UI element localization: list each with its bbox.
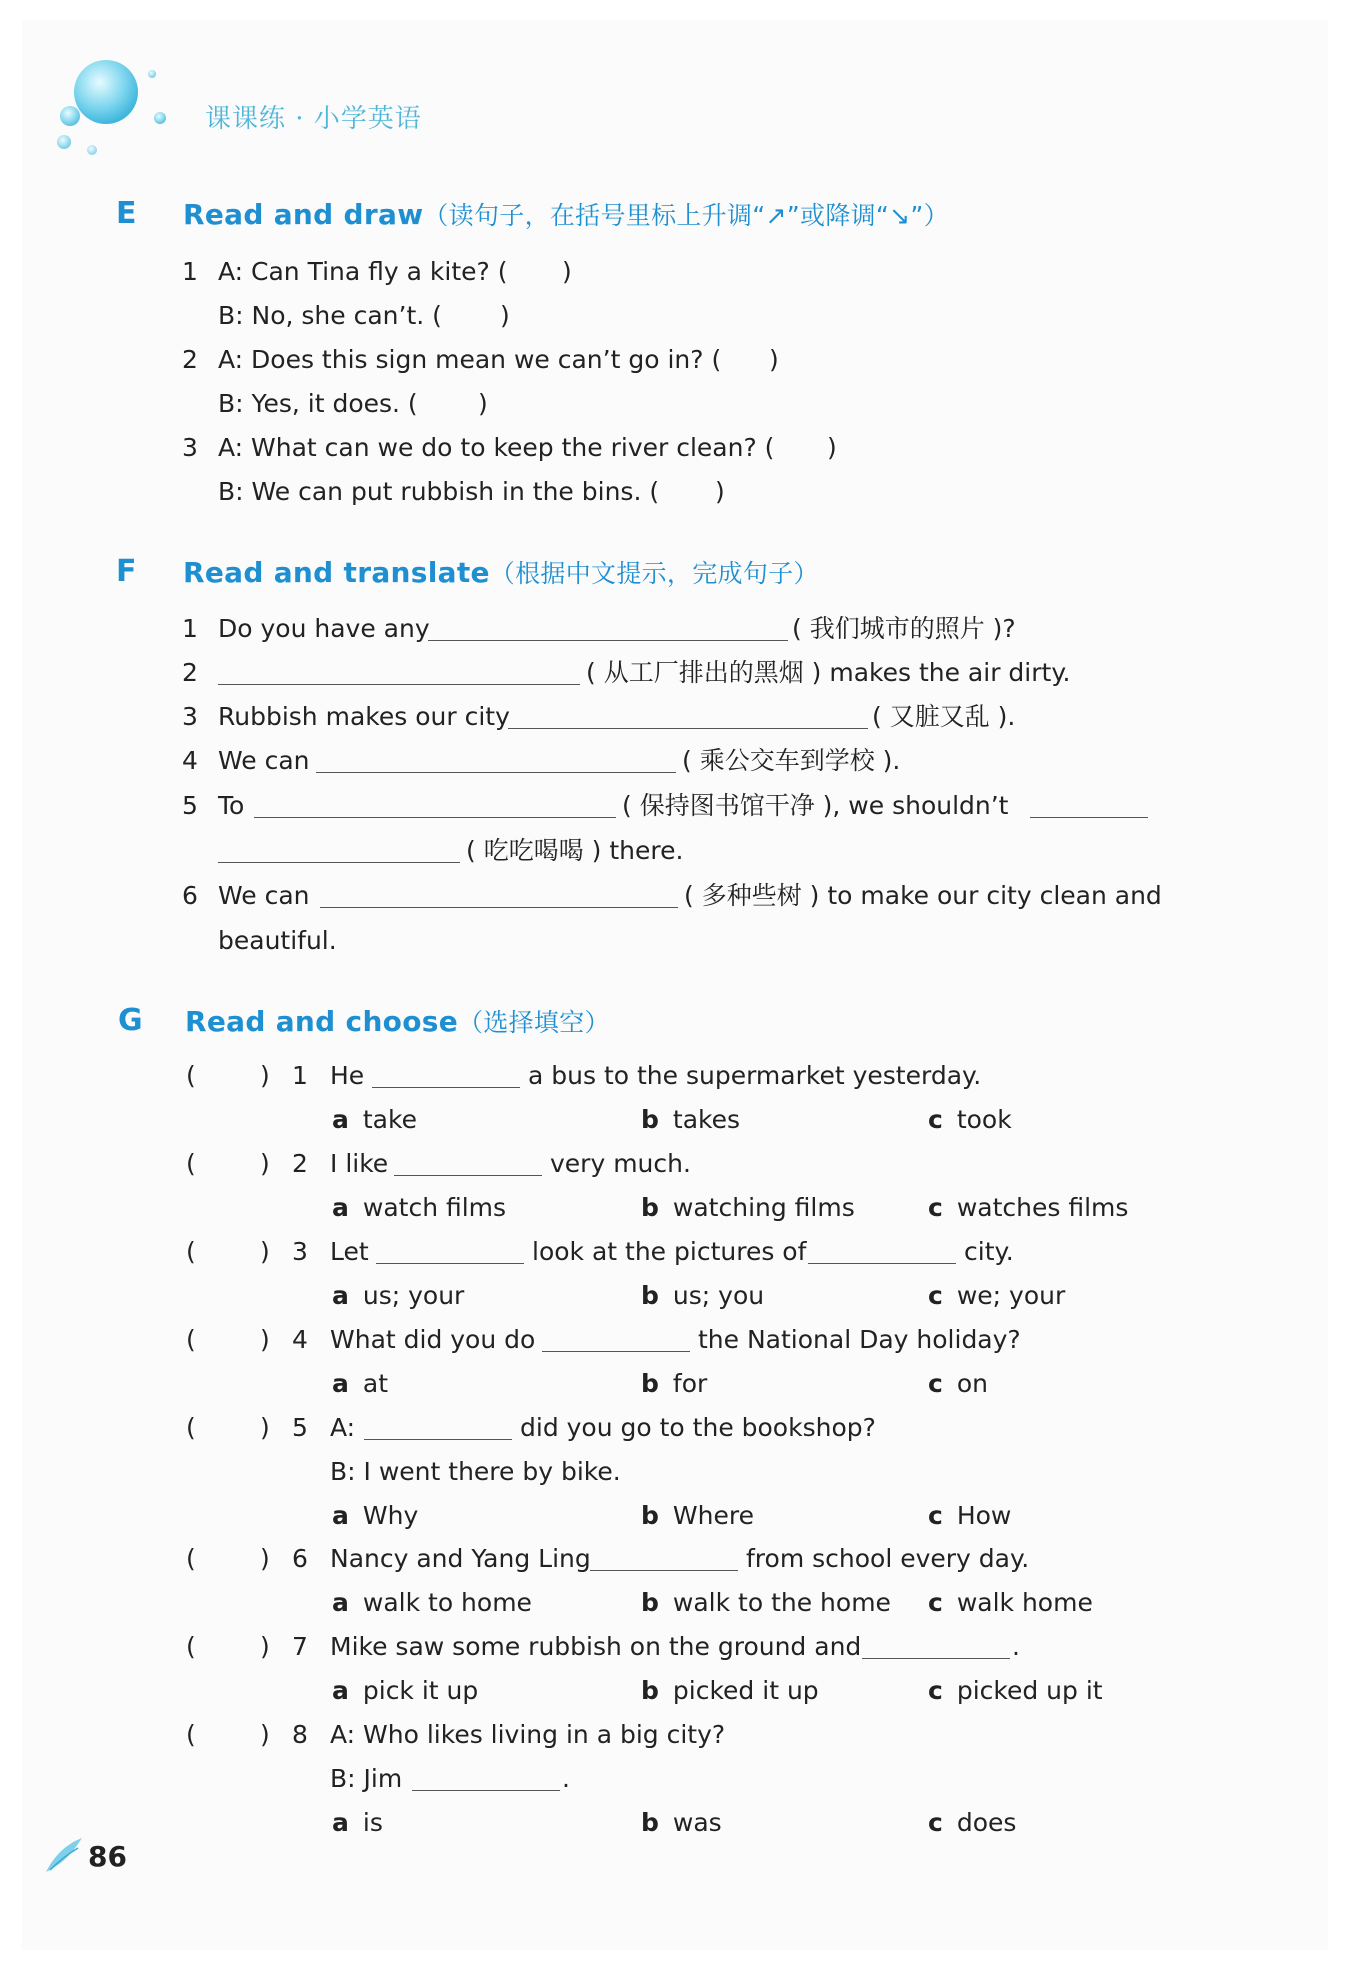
g-item-5-option-b[interactable] — [641, 1499, 754, 1533]
g-item-3-q1: Let — [330, 1237, 369, 1266]
f-item-4-hint: ( 乘公交车到学校 ). — [682, 746, 901, 775]
option-text: walk to the home — [672, 1588, 891, 1617]
g-item-3-paren-close: ) — [260, 1237, 270, 1266]
option-text: we; your — [956, 1281, 1066, 1310]
option-text: walk home — [956, 1588, 1093, 1617]
section-g-title — [185, 1003, 610, 1039]
f-item-1-blank[interactable] — [428, 640, 788, 641]
e-item-3-a-close: ) — [827, 433, 837, 462]
option-letter: c — [928, 1369, 943, 1398]
f-item-2-blank[interactable] — [218, 684, 580, 685]
option-letter: a — [332, 1588, 349, 1617]
g-item-3-num: 3 — [292, 1237, 308, 1266]
option-letter: a — [332, 1808, 349, 1837]
option-letter: c — [928, 1281, 943, 1310]
g-item-6-paren-open: ( — [186, 1544, 196, 1573]
f-item-5-blank-1[interactable] — [254, 817, 616, 818]
e-item-3-a: A: What can we do to keep the river clean? ( — [218, 433, 775, 462]
f-item-1-hint: ( 我们城市的照片 )? — [792, 614, 1016, 643]
option-letter: a — [332, 1193, 349, 1222]
header-title: 课课练 · 小学英语 — [205, 104, 422, 134]
g-item-7-paren-close: ) — [260, 1632, 270, 1661]
g-item-4-blank[interactable] — [542, 1351, 690, 1352]
e-item-2-num: 2 — [182, 345, 198, 374]
f-item-3-num: 3 — [182, 702, 198, 731]
section-f-title-text: Read and translate — [183, 556, 490, 589]
g-item-7-q2: . — [1012, 1632, 1020, 1661]
g-item-8-blank[interactable] — [412, 1790, 560, 1791]
g-item-8-option-c[interactable] — [928, 1806, 1016, 1840]
section-f-instruction: （根据中文提示，完成句子） — [489, 559, 819, 588]
g-item-4-option-a[interactable] — [332, 1367, 388, 1401]
option-letter: a — [332, 1676, 349, 1705]
f-item-5-blank-3[interactable] — [218, 862, 460, 863]
f-item-4-num: 4 — [182, 746, 198, 775]
e-item-1-a-close: ) — [562, 257, 572, 286]
f-item-6-hint: ( 多种些树 ) to make our city clean and — [684, 881, 1162, 910]
g-item-3-blank-2[interactable] — [808, 1263, 956, 1264]
option-letter: b — [641, 1105, 659, 1134]
option-text: for — [672, 1369, 708, 1398]
g-item-5-b-line: B: I went there by bike. — [330, 1457, 621, 1486]
f-item-3-hint: ( 又脏又乱 ). — [872, 702, 1016, 731]
leaf-decoration-icon — [44, 1836, 84, 1874]
f-item-4-pre: We can — [218, 746, 310, 775]
f-item-6-blank[interactable] — [320, 907, 678, 908]
g-item-5-num: 5 — [292, 1413, 308, 1442]
g-item-6-paren-close: ) — [260, 1544, 270, 1573]
e-item-3-b: B: We can put rubbish in the bins. ( — [218, 477, 660, 506]
g-item-2-answer-box[interactable] — [198, 1147, 254, 1181]
option-text: watching films — [672, 1193, 855, 1222]
g-item-8-q1: A: Who likes living in a big city? — [330, 1720, 726, 1749]
option-letter: c — [928, 1105, 943, 1134]
g-item-8-num: 8 — [292, 1720, 308, 1749]
g-item-7-q1: Mike saw some rubbish on the ground and — [330, 1632, 862, 1661]
g-item-1-option-b[interactable] — [641, 1103, 740, 1137]
g-item-5-q2: did you go to the bookshop? — [520, 1413, 876, 1442]
g-item-6-q1: Nancy and Yang Ling — [330, 1544, 591, 1573]
e-item-1-num: 1 — [182, 257, 198, 286]
option-text: is — [362, 1808, 383, 1837]
g-item-4-option-b[interactable] — [641, 1367, 707, 1401]
e-item-1-b: B: No, she can’t. ( — [218, 301, 442, 330]
option-text: watch films — [362, 1193, 507, 1222]
option-letter: c — [928, 1501, 943, 1530]
g-item-5-option-a[interactable] — [332, 1499, 418, 1533]
section-g-instruction: （选择填空） — [458, 1008, 610, 1037]
f-item-5-hint: ( 保持图书馆干净 ), we shouldn’t — [622, 791, 1009, 820]
g-item-7-paren-open: ( — [186, 1632, 196, 1661]
g-item-7-option-c[interactable] — [928, 1674, 1103, 1708]
option-text: at — [362, 1369, 388, 1398]
section-e-letter: E — [116, 196, 137, 231]
g-item-5-answer-box[interactable] — [198, 1411, 254, 1445]
option-letter: c — [928, 1676, 943, 1705]
g-item-5-blank[interactable] — [364, 1439, 512, 1440]
f-item-2-hint: ( 从工厂排出的黑烟 ) makes the air dirty. — [586, 658, 1071, 687]
option-text: takes — [672, 1105, 741, 1134]
g-item-7-answer-box[interactable] — [198, 1630, 254, 1664]
e-item-2-a: A: Does this sign mean we can’t go in? ( — [218, 345, 722, 374]
g-item-6-option-a[interactable] — [332, 1586, 532, 1620]
e-item-1-b-close: ) — [500, 301, 510, 330]
g-item-2-option-c[interactable] — [928, 1191, 1128, 1225]
g-item-1-q1: He — [330, 1061, 365, 1090]
g-item-3-option-c[interactable] — [928, 1279, 1065, 1313]
option-text: How — [956, 1501, 1012, 1530]
option-letter: a — [332, 1501, 349, 1530]
g-item-2-q2: very much. — [550, 1149, 691, 1178]
section-f-title — [183, 554, 819, 590]
f-item-3-pre: Rubbish makes our city — [218, 702, 510, 731]
option-text: us; you — [672, 1281, 765, 1310]
g-item-6-num: 6 — [292, 1544, 308, 1573]
option-text: picked it up — [672, 1676, 819, 1705]
f-item-1-pre: Do you have any — [218, 614, 430, 643]
option-letter: b — [641, 1501, 659, 1530]
g-item-6-q2: from school every day. — [746, 1544, 1030, 1573]
f-item-6-line2: beautiful. — [218, 926, 337, 955]
f-item-2-num: 2 — [182, 658, 198, 687]
option-text: walk to home — [362, 1588, 532, 1617]
g-item-6-answer-box[interactable] — [198, 1542, 254, 1576]
option-letter: b — [641, 1588, 659, 1617]
g-item-3-answer-box[interactable] — [198, 1235, 254, 1269]
g-item-5-option-c[interactable] — [928, 1499, 1011, 1533]
f-item-5-blank-2[interactable] — [1030, 817, 1148, 818]
g-item-4-option-c[interactable] — [928, 1367, 988, 1401]
g-item-8-option-b[interactable] — [641, 1806, 722, 1840]
g-item-1-paren-close: ) — [260, 1061, 270, 1090]
section-e-title-text: Read and draw — [183, 198, 424, 231]
option-letter: a — [332, 1281, 349, 1310]
option-letter: b — [641, 1281, 659, 1310]
section-g-letter: G — [118, 1003, 143, 1038]
option-letter: b — [641, 1808, 659, 1837]
option-text: pick it up — [362, 1676, 479, 1705]
e-item-2-b: B: Yes, it does. ( — [218, 389, 418, 418]
g-item-4-num: 4 — [292, 1325, 308, 1354]
g-item-1-num: 1 — [292, 1061, 308, 1090]
option-text: Why — [362, 1501, 419, 1530]
g-item-8-paren-close: ) — [260, 1720, 270, 1749]
g-item-1-paren-open: ( — [186, 1061, 196, 1090]
option-letter: c — [928, 1588, 943, 1617]
g-item-3-q3: city. — [964, 1237, 1014, 1266]
g-item-5-paren-open: ( — [186, 1413, 196, 1442]
e-item-3-b-close: ) — [715, 477, 725, 506]
g-item-2-paren-close: ) — [260, 1149, 270, 1178]
f-item-6-num: 6 — [182, 881, 198, 910]
g-item-6-option-b[interactable] — [641, 1586, 891, 1620]
e-item-3-num: 3 — [182, 433, 198, 462]
f-item-5-pre: To — [218, 791, 245, 820]
f-item-5-line2: ( 吃吃喝喝 ) there. — [466, 836, 684, 865]
g-item-4-q1: What did you do — [330, 1325, 536, 1354]
g-item-2-paren-open: ( — [186, 1149, 196, 1178]
g-item-6-blank[interactable] — [590, 1570, 738, 1571]
option-letter: a — [332, 1105, 349, 1134]
g-item-1-blank[interactable] — [372, 1087, 520, 1088]
g-item-1-option-c[interactable] — [928, 1103, 1012, 1137]
e-item-2-a-close: ) — [769, 345, 779, 374]
option-letter: a — [332, 1369, 349, 1398]
g-item-8-paren-open: ( — [186, 1720, 196, 1749]
g-item-2-option-b[interactable] — [641, 1191, 855, 1225]
option-letter: b — [641, 1369, 659, 1398]
e-item-2-b-close: ) — [478, 389, 488, 418]
g-item-3-q2: look at the pictures of — [532, 1237, 807, 1266]
f-item-5-num: 5 — [182, 791, 198, 820]
section-e-title — [183, 196, 949, 232]
f-item-6-pre: We can — [218, 881, 310, 910]
option-text: picked up it — [956, 1676, 1103, 1705]
e-item-1-a: A: Can Tina fly a kite? ( — [218, 257, 508, 286]
option-text: took — [956, 1105, 1012, 1134]
g-item-7-option-b[interactable] — [641, 1674, 819, 1708]
bubble-decoration-icon — [48, 54, 178, 164]
option-letter: b — [641, 1193, 659, 1222]
g-item-4-paren-open: ( — [186, 1325, 196, 1354]
g-item-6-option-c[interactable] — [928, 1586, 1093, 1620]
section-e-instruction: （读句子，在括号里标上升调“↗”或降调“↘”） — [423, 201, 949, 230]
g-item-5-q1: A: — [330, 1413, 356, 1442]
g-item-2-num: 2 — [292, 1149, 308, 1178]
section-g-title-text: Read and choose — [185, 1005, 459, 1038]
option-letter: c — [928, 1193, 943, 1222]
g-item-7-num: 7 — [292, 1632, 308, 1661]
g-item-7-option-a[interactable] — [332, 1674, 478, 1708]
g-item-1-option-a[interactable] — [332, 1103, 417, 1137]
section-f-letter: F — [116, 554, 137, 589]
option-text: watches films — [956, 1193, 1129, 1222]
g-item-1-answer-box[interactable] — [198, 1059, 254, 1093]
g-item-8-option-a[interactable] — [332, 1806, 383, 1840]
g-item-4-q2: the National Day holiday? — [698, 1325, 1021, 1354]
f-item-3-blank[interactable] — [508, 728, 868, 729]
g-item-7-blank[interactable] — [862, 1658, 1010, 1659]
g-item-2-q1: I like — [330, 1149, 389, 1178]
option-text: us; your — [362, 1281, 465, 1310]
g-item-2-blank[interactable] — [394, 1175, 542, 1176]
g-item-4-answer-box[interactable] — [198, 1323, 254, 1357]
g-item-5-paren-close: ) — [260, 1413, 270, 1442]
g-item-3-option-b[interactable] — [641, 1279, 764, 1313]
g-item-8-b-tail: . — [562, 1764, 570, 1793]
g-item-8-answer-box[interactable] — [198, 1718, 254, 1752]
g-item-3-option-a[interactable] — [332, 1279, 464, 1313]
option-text: was — [672, 1808, 722, 1837]
f-item-4-blank[interactable] — [316, 772, 676, 773]
g-item-4-paren-close: ) — [260, 1325, 270, 1354]
g-item-3-paren-open: ( — [186, 1237, 196, 1266]
option-text: take — [362, 1105, 417, 1134]
g-item-8-b-line: B: Jim — [330, 1764, 403, 1793]
f-item-1-num: 1 — [182, 614, 198, 643]
option-letter: b — [641, 1676, 659, 1705]
option-text: Where — [672, 1501, 754, 1530]
option-letter: c — [928, 1808, 943, 1837]
option-text: on — [956, 1369, 988, 1398]
page-number: 86 — [88, 1840, 127, 1873]
option-text: does — [956, 1808, 1017, 1837]
g-item-2-option-a[interactable] — [332, 1191, 506, 1225]
g-item-3-blank-1[interactable] — [376, 1263, 524, 1264]
g-item-1-q2: a bus to the supermarket yesterday. — [528, 1061, 982, 1090]
